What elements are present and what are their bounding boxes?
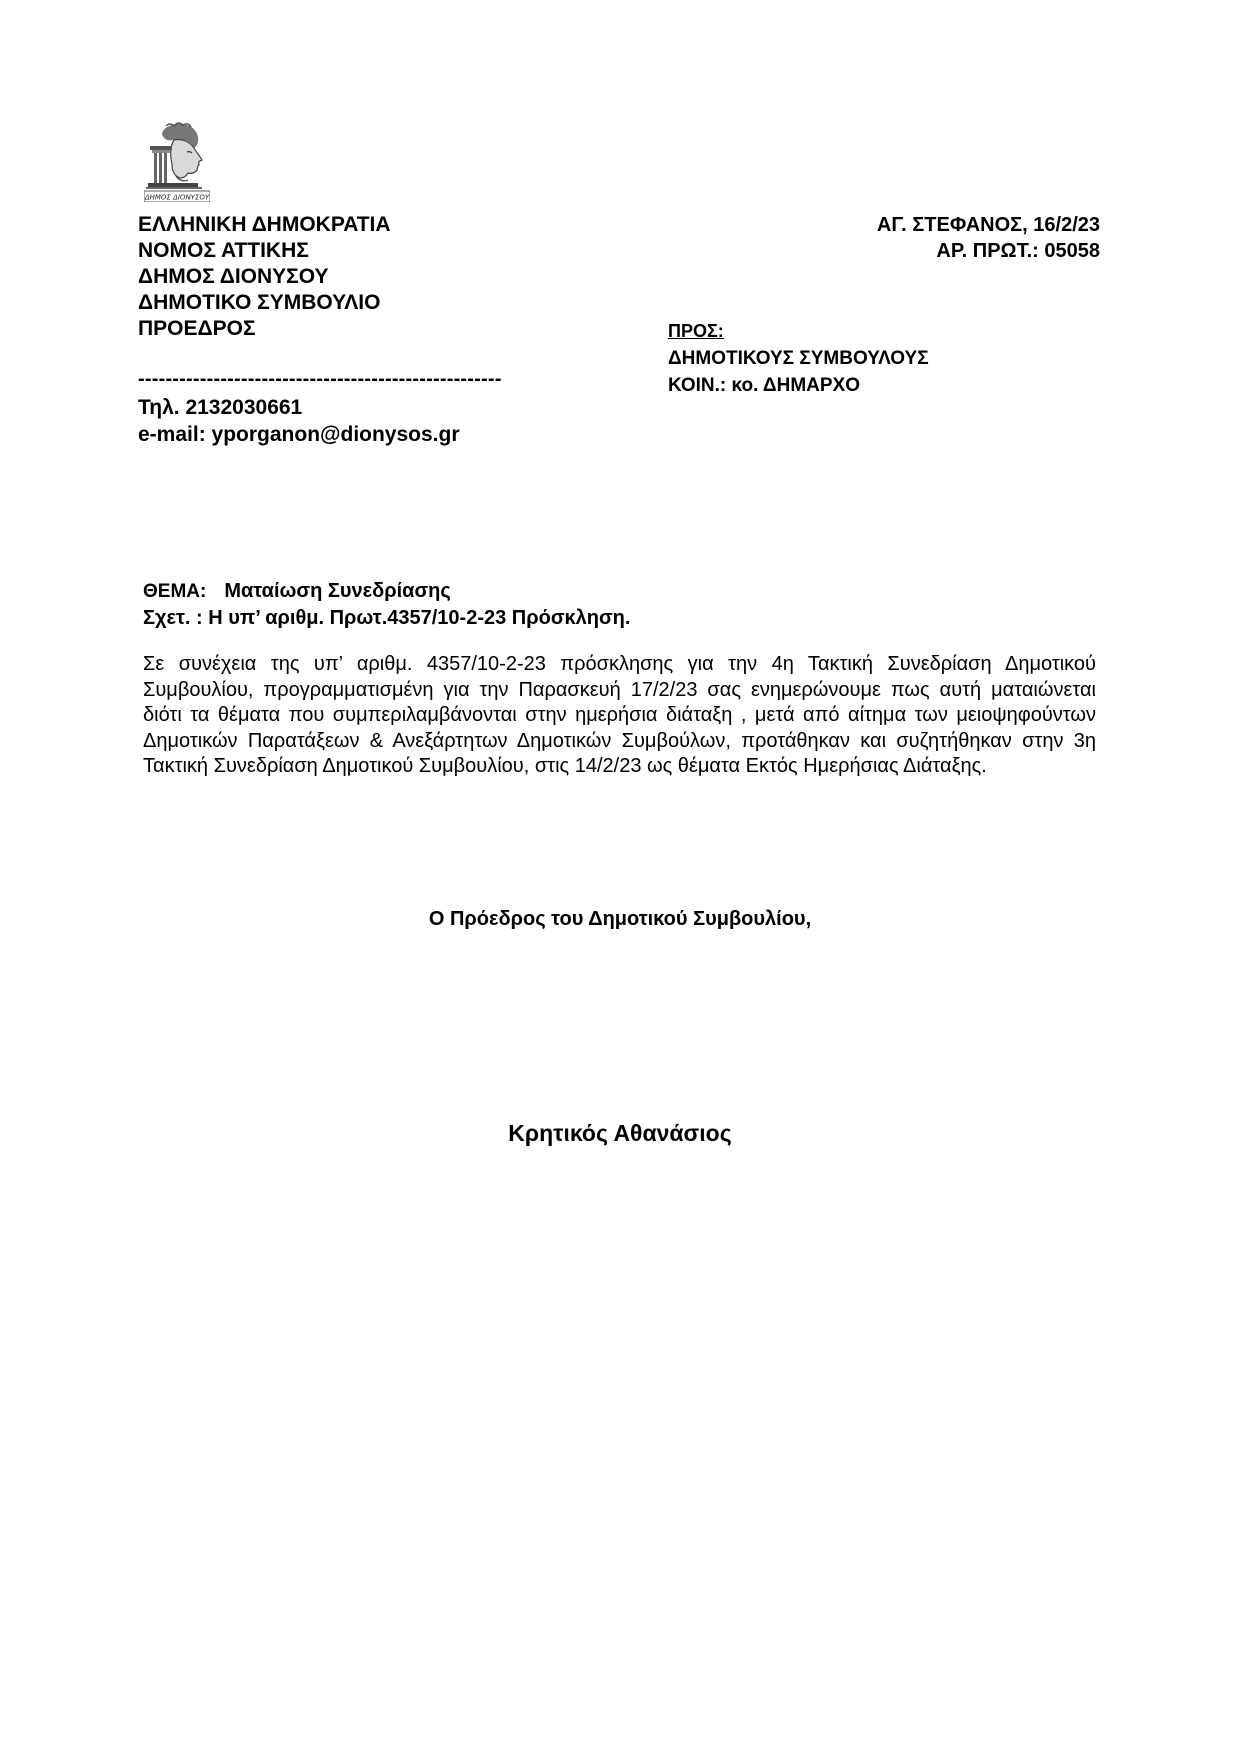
issuer-role: ΠΡΟΕΔΡΟΣ: [138, 317, 256, 340]
issuer-prefecture: ΝΟΜΟΣ ΑΤΤΙΚΗΣ: [138, 239, 309, 262]
svg-text:ΔΗΜΟΣ ΔΙΟΝΥΣΟΥ: ΔΗΜΟΣ ΔΙΟΝΥΣΟΥ: [144, 193, 210, 202]
recipients-block: [668, 318, 929, 399]
contact-email: e-mail: yporganon@dionysos.gr: [138, 423, 460, 446]
subject-line: [143, 578, 630, 605]
subject-block: [143, 578, 630, 632]
issuer-country: ΕΛΛΗΝΙΚΗ ΔΗΜΟΚΡΑΤΙΑ: [138, 213, 391, 236]
protocol-number: ΑΡ. ΠΡΩΤ.: 05058: [936, 240, 1100, 262]
contact-block: [138, 394, 460, 448]
issuer-municipality: ΔΗΜΟΣ ΔΙΟΝΥΣΟΥ: [138, 265, 329, 288]
issuer-header: [138, 212, 391, 342]
recipients-to: ΔΗΜΟΤΙΚΟΥΣ ΣΥΜΒΟΥΛΟΥΣ: [668, 348, 929, 369]
recipients-cc: ΚΟΙΝ.: κο. ΔΗΜΑΡΧΟ: [668, 375, 860, 396]
dionysus-head-icon: [144, 118, 210, 202]
document-meta: [877, 212, 1100, 264]
separator-line: -----------------------------------------------------: [138, 368, 502, 390]
recipients-label: ΠΡΟΣ:: [668, 321, 724, 341]
subject-title: Ματαίωση Συνεδρίασης: [224, 580, 451, 602]
signatory-name: Κρητικός Αθανάσιος: [508, 1120, 732, 1146]
issuer-council: ΔΗΜΟΤΙΚΟ ΣΥΜΒΟΥΛΙΟ: [138, 291, 381, 314]
municipality-logo: [144, 118, 210, 202]
closing-line: Ο Πρόεδρος του Δημοτικού Συμβουλίου,: [428, 908, 812, 930]
subject-reference: Σχετ. : Η υπ’ αριθμ. Πρωτ.4357/10-2-23 Πρόσκληση.: [143, 607, 631, 629]
body-paragraph: Σε συνέχεια της υπ’ αριθμ. 4357/10-2-23 πρόσκλησης για την 4η Τακτική Συνεδρίαση Δημοτικού Συμβουλίου, προγραμματισμένη για την Παρασκευή 17/2/23 σας ενημερώνουμε πως αυτή ματαιώνεται διότι τα θέματα που συμπεριλαμβάνονται στην ημερήσια διάταξη , μετά από αίτημα των μειοψηφούντων Δημοτικών Παρατάξεων & Ανεξάρτητων Δημοτικών Συμβούλων, προτάθηκαν και συζητήθηκαν στην 3η Τακτική Συνεδρίαση Δημοτικού Συμβουλίου, στις 14/2/23 ως θέματα Εκτός Ημερήσιας Διάταξης.: [143, 653, 1096, 777]
contact-phone: Τηλ. 2132030661: [138, 396, 303, 419]
place-date: ΑΓ. ΣΤΕΦΑΝΟΣ, 16/2/23: [876, 214, 1100, 236]
subject-label: ΘΕΜΑ:: [143, 581, 207, 602]
